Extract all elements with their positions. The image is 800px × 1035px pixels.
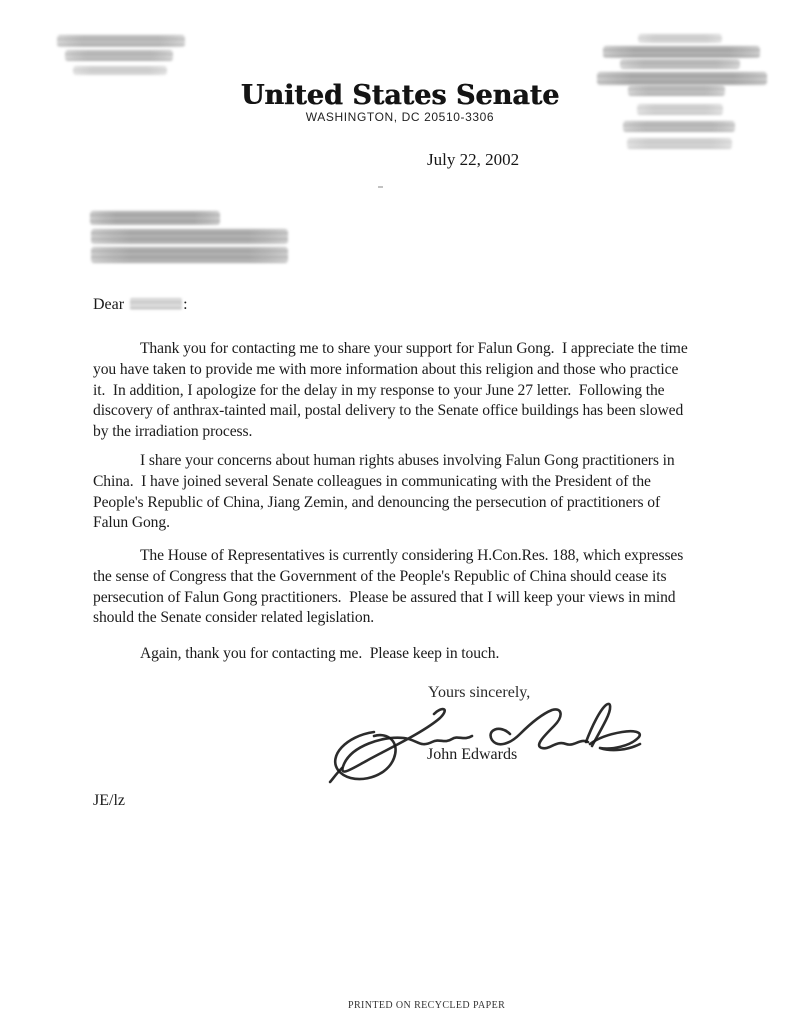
redaction-bar bbox=[628, 85, 725, 96]
redaction-bar bbox=[73, 66, 167, 75]
redaction-bar bbox=[637, 104, 723, 115]
body-line: China. I have joined several Senate colleagues in communicating with the President of the bbox=[93, 472, 651, 490]
redacted-recipient-name bbox=[130, 298, 182, 310]
redaction-bar bbox=[620, 59, 740, 69]
letter-date: July 22, 2002 bbox=[427, 150, 520, 169]
redaction-bar bbox=[623, 121, 735, 132]
body-line: persecution of Falun Gong practitioners. Please be assured that I will keep your views in mind bbox=[93, 588, 676, 606]
reference-initials: JE/lz bbox=[93, 792, 125, 809]
body-line: People's Republic of China, Jiang Zemin, and denouncing the persecution of practitioners of bbox=[93, 493, 661, 511]
salutation bbox=[93, 296, 188, 314]
body-line: the sense of Congress that the Government of the People's Republic of China should cease its bbox=[93, 567, 667, 585]
redaction-bar bbox=[603, 46, 760, 58]
body-line: should the Senate consider related legislation. bbox=[93, 609, 375, 627]
salutation-suffix: : bbox=[183, 296, 188, 313]
scan-artifact bbox=[378, 186, 383, 188]
body-line: it. In addition, I apologize for the delay in my response to your June 27 letter. Following the bbox=[93, 381, 665, 399]
body-line: I share your concerns about human rights abuses involving Falun Gong practitioners in bbox=[140, 452, 675, 469]
redaction-bar bbox=[65, 50, 173, 61]
redaction-bar bbox=[597, 72, 767, 85]
signer-name: John Edwards bbox=[427, 746, 518, 763]
body-line: Falun Gong. bbox=[93, 514, 170, 532]
body-paragraph-2 bbox=[93, 451, 738, 534]
redaction-bar bbox=[90, 211, 220, 225]
valediction: Yours sincerely, bbox=[428, 684, 531, 701]
body-line: you have taken to provide me with more information about this religion and those who practice bbox=[93, 360, 679, 378]
redaction-bar bbox=[91, 229, 288, 244]
salutation-prefix: Dear bbox=[93, 296, 125, 313]
body-line: Thank you for contacting me to share your support for Falun Gong. I appreciate the time bbox=[140, 340, 688, 357]
signature-image bbox=[328, 698, 650, 784]
redaction-bar bbox=[91, 247, 288, 263]
redaction-bar bbox=[627, 138, 732, 149]
letterhead-address: WASHINGTON, DC 20510-3306 bbox=[305, 110, 495, 124]
body-line: by the irradiation process. bbox=[93, 423, 253, 441]
body-paragraph-3 bbox=[93, 546, 738, 629]
letterhead-title: United States Senate bbox=[240, 80, 560, 111]
recycled-paper-note: PRINTED ON RECYCLED PAPER bbox=[348, 1000, 506, 1011]
body-line: Again, thank you for contacting me. Please keep in touch. bbox=[140, 645, 500, 662]
redaction-bar bbox=[638, 34, 722, 43]
body-paragraph-1 bbox=[93, 339, 738, 443]
redaction-bar bbox=[57, 35, 185, 47]
body-line: The House of Representatives is currently considering H.Con.Res. 188, which expresses bbox=[140, 547, 684, 564]
body-paragraph-4 bbox=[93, 644, 738, 665]
body-line: discovery of anthrax-tainted mail, postal delivery to the Senate office buildings has been slowed bbox=[93, 402, 684, 420]
